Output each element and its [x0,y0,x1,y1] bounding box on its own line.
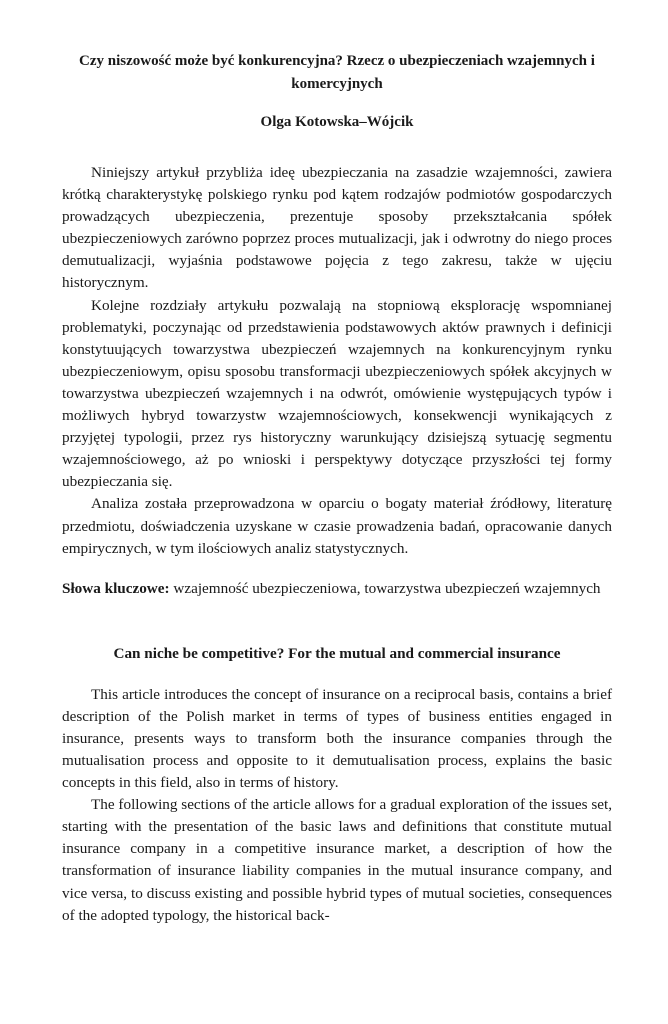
author-name: Olga Kotowska–Wójcik [260,114,414,130]
abstract-paragraph: This article introduces the concept of insurance on a reciprocal basis, contains a brief description of the Polish market in terms of types of business entities engaged in insurance, presents ways to transform both the insurance companies through the mutualisation process and opposite to it demutualisation process, explains the basic concepts in this field, also in terms of history. [62,685,612,792]
abstract-paragraph: Niniejszy artykuł przybliża ideę ubezpieczania na zasadzie wzajemności, zawiera krótką charakterystykę polskiego rynku pod kątem rodzajów podmiotów gospodarczych prowadzących ubezpieczenia, prezentuje sposoby przekształcania spółek ubezpieczeniowych zarówno poprzez proces mutualizacji, jak i odwrotny do niego proces demutualizacji, wyjaśnia podstawowe pojęcia z tego zakresu, także w ujęciu historycznym. [62,164,612,292]
abstract-english [62,684,612,927]
keywords-text: wzajemność ubezpieczeniowa, towarzystwa ubezpieczeń wzajemnych [173,579,601,597]
keywords-label: Słowa kluczowe: [62,579,170,597]
keywords [62,577,612,600]
article-title-english: Can niche be competitive? For the mutual and commercial insurance [113,644,561,662]
abstract-paragraph: The following sections of the article allows for a gradual exploration of the issues set, starting with the presentation of the basic laws and definitions that constitute mutual insurance company in a competitive insurance market, a description of how the transformation of insurance liability companies in the mutual insurance company, and vice versa, to discuss existing and possible hybrid types of mutual societies, consequences of the adopted typology, the historical back- [62,796,612,924]
abstract-polish [62,162,612,560]
article-title-polish: Czy niszowość może być konkurencyjna? Rzecz o ubezpieczeniach wzajemnych i komercyjnych [79,53,595,92]
abstract-paragraph: Analiza została przeprowadzona w oparciu o bogaty materiał źródłowy, literaturę przedmiotu, doświadczenia uzyskane w czasie prowadzenia badań, opracowanie danych empirycznych, w tym ilościowych analiz statystycznych. [62,495,612,557]
abstract-paragraph: Kolejne rozdziały artykułu pozwalają na stopniową eksplorację wspomnianej problematyki, poczynając od przedstawienia podstawowych aktów prawnych i definicji konstytuujących towarzystwa ubezpieczeń wzajemnych na konkurencyjnym rynku ubezpieczeniowym, opisu sposobu transformacji ubezpieczeniowych spółek akcyjnych w towarzystwa ubezpieczeń wzajemnych i na odwrót, omówienie występujących typów i możliwych hybryd towarzystw wzajemnościowych, konsekwencji wynikających z przyjętej typologii, przez rys historyczny warunkujący dzisiejszą sytuację segmentu wzajemnościowego, aż po wnioski i perspektywy dotyczące przyszłości tej formy ubezpieczania się. [62,296,612,491]
